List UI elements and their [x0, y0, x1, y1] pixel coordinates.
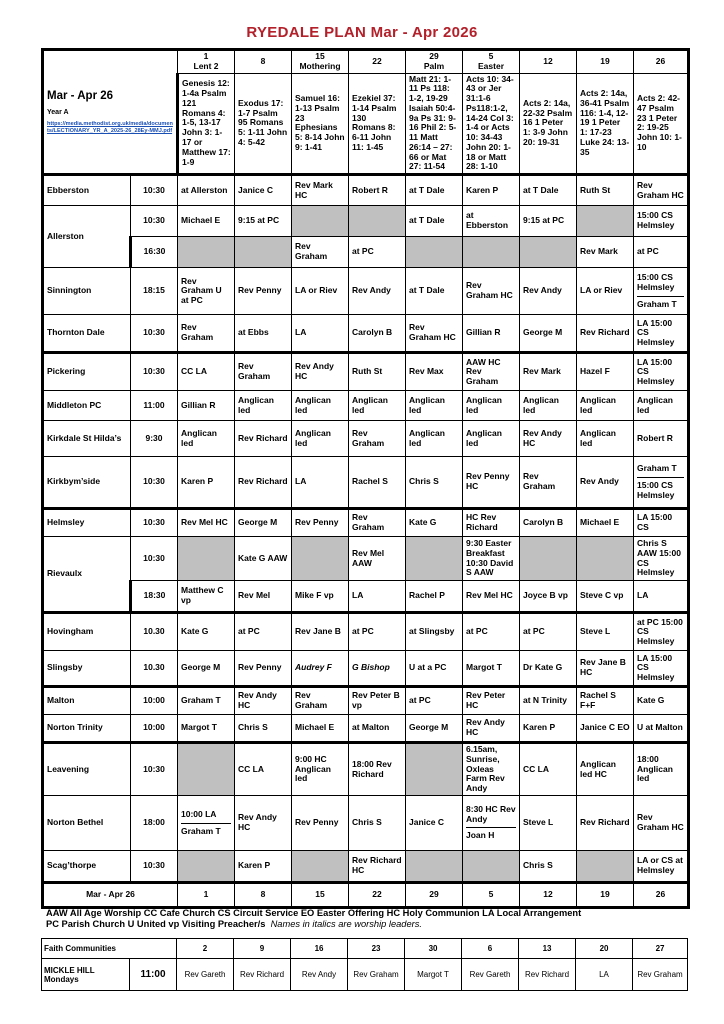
plan-cell-empty — [178, 743, 235, 796]
lectionary-cell: Acts 10: 34-43 or Jer 31:1-6 Ps118:1-2, 14-24 Col 3: 1-4 or Acts 10: 34-43 John 20: 1-18 or Matt 28: 1-10 — [463, 73, 520, 175]
faith-cell: Rev Graham — [633, 959, 688, 991]
service-time: 18:30 — [131, 581, 178, 613]
table-row — [43, 509, 689, 537]
plan-cell: Anglican led — [235, 391, 292, 421]
plan-cell: George M — [178, 651, 235, 687]
faith-date: 30 — [405, 939, 462, 959]
faith-date: 16 — [291, 939, 348, 959]
date-header: 26 — [634, 50, 689, 74]
plan-cell: Joyce B vp — [520, 581, 577, 613]
plan-cell: Rev Richard — [235, 457, 292, 509]
plan-cell: Rev Graham HC — [463, 268, 520, 315]
plan-cell: 9:15 at PC — [520, 206, 577, 237]
legend-line-2: PC Parish Church U United vp Visiting Preacher/s Names in italics are worship leaders. — [46, 919, 422, 930]
lectionary-cell: Acts 2: 42-47 Psalm 23 1 Peter 2: 19-25 John 10: 1-10 — [634, 73, 689, 175]
plan-cell: 18:00 Rev Richard — [349, 743, 406, 796]
service-time: 10.30 — [131, 651, 178, 687]
date-header: 22 — [349, 50, 406, 74]
plan-cell: Rev Richard — [235, 421, 292, 457]
plan-cell: Rev Graham — [349, 421, 406, 457]
abbreviation-legend — [46, 908, 686, 930]
faith-date: 23 — [348, 939, 405, 959]
plan-cell: at PC — [349, 237, 406, 268]
preaching-plan-table — [41, 48, 690, 909]
table-row — [43, 457, 689, 509]
plan-cell: LA 15:00 CS Helmsley — [634, 315, 689, 353]
plan-cell: CC LA — [178, 353, 235, 391]
plan-cell: Anglican led — [178, 421, 235, 457]
plan-cell: Ruth St — [577, 175, 634, 206]
plan-cell: Karen P — [235, 851, 292, 883]
plan-cell: Graham T — [178, 687, 235, 715]
plan-cell: Anglican led HC — [577, 743, 634, 796]
service-time: 10:30 — [131, 851, 178, 883]
plan-cell-empty — [463, 851, 520, 883]
chapel-name: Slingsby — [43, 651, 131, 687]
plan-cell: Rev Andy HC — [235, 796, 292, 851]
plan-cell-empty — [292, 851, 349, 883]
plan-cell-empty — [349, 206, 406, 237]
plan-cell: Anglican led — [634, 391, 689, 421]
plan-cell: Anglican led — [406, 421, 463, 457]
plan-cell: 9:00 HC Anglican led — [292, 743, 349, 796]
chapel-name: Pickering — [43, 353, 131, 391]
plan-cell: Michael E — [292, 715, 349, 743]
plan-cell: Rev Mark — [520, 353, 577, 391]
plan-cell: at PC 15:00 CS Helmsley — [634, 613, 689, 651]
plan-cell: at Ebbs — [235, 315, 292, 353]
plan-cell: 6.15am, Sunrise, Oxleas Farm Rev Andy — [463, 743, 520, 796]
footer-row — [43, 883, 689, 908]
plan-cell: Carolyn B — [349, 315, 406, 353]
plan-cell: Robert R — [349, 175, 406, 206]
table-row — [43, 237, 689, 268]
plan-cell: Rev Andy HC — [292, 353, 349, 391]
plan-cell: at PC — [406, 687, 463, 715]
plan-cell: at Malton — [349, 715, 406, 743]
plan-cell: Rev Jane B HC — [577, 651, 634, 687]
service-time: 10:30 — [131, 353, 178, 391]
plan-cell-line: Joan H — [466, 830, 495, 841]
service-time: 10:00 — [131, 687, 178, 715]
plan-cell: at PC — [520, 613, 577, 651]
plan-cell: Chris S — [349, 796, 406, 851]
plan-cell: Michael E — [577, 509, 634, 537]
plan-cell: Anglican led — [577, 391, 634, 421]
plan-cell: George M — [235, 509, 292, 537]
plan-cell: LA 15:00 CS — [634, 509, 689, 537]
plan-cell: at Allerston — [178, 175, 235, 206]
faith-date: 2 — [177, 939, 234, 959]
lectionary-link[interactable]: https://media.methodist.org.uk/media/documents/LECTIONARY_YR_A_2025-26_28Ey-MMJ.pdf — [47, 121, 173, 134]
plan-cell: Hazel F — [577, 353, 634, 391]
table-row — [43, 581, 689, 613]
plan-cell: at PC — [463, 613, 520, 651]
service-time: 18:00 — [131, 796, 178, 851]
plan-cell: Rev Graham HC — [634, 175, 689, 206]
plan-corner-cell — [43, 50, 178, 175]
plan-cell: LA — [349, 581, 406, 613]
date-header: 1 Lent 2 — [178, 50, 235, 74]
lectionary-cell: Genesis 12: 1-4a Psalm 121 Romans 4: 1-5, 13-17 John 3: 1-17 or Matthew 17: 1-9 — [178, 73, 235, 175]
footer-date: 5 — [463, 883, 520, 908]
plan-cell: 9:15 at PC — [235, 206, 292, 237]
plan-cell: LA or CS at Helmsley — [634, 851, 689, 883]
plan-cell: Rev Andy — [349, 268, 406, 315]
plan-cell: Rev Andy — [577, 457, 634, 509]
plan-cell: Margot T — [463, 651, 520, 687]
date-header: 29 Palm — [406, 50, 463, 74]
lectionary-cell: Ezekiel 37: 1-14 Psalm 130 Romans 8: 6-11 John 11: 1-45 — [349, 73, 406, 175]
service-time: 16:30 — [131, 237, 178, 268]
plan-cell: Ruth St — [349, 353, 406, 391]
faith-cell: LA — [576, 959, 633, 991]
plan-cell: Rev Peter HC — [463, 687, 520, 715]
table-row — [43, 315, 689, 353]
plan-cell: Rev Andy — [520, 268, 577, 315]
plan-cell-empty — [292, 206, 349, 237]
lectionary-cell: Acts 2: 14a, 22-32 Psalm 16 1 Peter 1: 3-9 John 20: 19-31 — [520, 73, 577, 175]
plan-cell-empty — [178, 851, 235, 883]
plan-cell-empty — [406, 743, 463, 796]
plan-cell: U at a PC — [406, 651, 463, 687]
plan-cell: Anglican led — [406, 391, 463, 421]
plan-cell: Chris S AAW 15:00 CS Helmsley — [634, 537, 689, 581]
faith-cell: Rev Andy — [291, 959, 348, 991]
chapel-name: Norton Trinity — [43, 715, 131, 743]
date-header: 15 Mothering — [292, 50, 349, 74]
faith-cell: Rev Richard — [234, 959, 291, 991]
table-row — [43, 613, 689, 651]
plan-cell: at PC — [235, 613, 292, 651]
plan-cell-empty — [577, 537, 634, 581]
plan-cell: Anglican led — [292, 421, 349, 457]
chapel-name: Malton — [43, 687, 131, 715]
plan-cell: Rev Richard HC — [349, 851, 406, 883]
legend-note: Names in italics are worship leaders. — [270, 919, 422, 930]
footer-date: 29 — [406, 883, 463, 908]
chapel-name: Helmsley — [43, 509, 131, 537]
faith-date: 13 — [519, 939, 576, 959]
chapel-name: Norton Bethel — [43, 796, 131, 851]
plan-cell: Janice C EO — [577, 715, 634, 743]
plan-cell: George M — [520, 315, 577, 353]
plan-cell: LA — [292, 315, 349, 353]
plan-cell: at Ebberston — [463, 206, 520, 237]
plan-cell: Rev Mel AAW — [349, 537, 406, 581]
plan-cell: Rev Penny HC — [463, 457, 520, 509]
plan-cell: Rev Graham — [235, 353, 292, 391]
corner-title: Mar - Apr 26 — [47, 89, 114, 102]
plan-cell: Steve C vp — [577, 581, 634, 613]
table-row — [43, 537, 689, 581]
plan-cell: Anglican led — [520, 391, 577, 421]
plan-cell: HC Rev Richard — [463, 509, 520, 537]
table-row — [43, 796, 689, 851]
plan-cell: at PC — [634, 237, 689, 268]
plan-cell: Robert R — [634, 421, 689, 457]
table-row — [43, 268, 689, 315]
plan-cell: Rev Penny — [292, 509, 349, 537]
footer-date: 1 — [178, 883, 235, 908]
plan-cell: LA or Riev — [292, 268, 349, 315]
plan-cell-line: 8:30 HC Rev Andy — [466, 803, 516, 824]
lectionary-cell: Matt 21: 1-11 Ps 118: 1-2, 19-29 Isaiah 50:4-9a Ps 31: 9-16 Phil 2: 5-11 Matt 26:14 – 27: 66 or Mat 27: 11-54 — [406, 73, 463, 175]
legend-line-1: AAW All Age Worship CC Cafe Church CS Circuit Service EO Easter Offering HC Holy Communion LA Local Arrangement — [46, 908, 582, 918]
faith-date: 9 — [234, 939, 291, 959]
plan-cell: Karen P — [178, 457, 235, 509]
chapel-name: Kirkdale St Hilda’s — [43, 421, 131, 457]
plan-cell: at T Dale — [406, 206, 463, 237]
plan-cell: Steve L — [577, 613, 634, 651]
plan-cell: 15:00 CS Helmsley — [634, 206, 689, 237]
plan-cell-empty — [577, 851, 634, 883]
service-time: 11:00 — [131, 391, 178, 421]
plan-cell: 9:30 Easter Breakfast 10:30 David S AAW — [463, 537, 520, 581]
plan-cell-empty — [406, 537, 463, 581]
plan-cell: Rev Graham HC — [634, 796, 689, 851]
faith-cell: Rev Gareth — [462, 959, 519, 991]
plan-cell: Karen P — [520, 715, 577, 743]
plan-cell: Rev Mark — [577, 237, 634, 268]
plan-cell: Audrey F — [292, 651, 349, 687]
plan-cell: Anglican led — [463, 391, 520, 421]
table-row — [43, 651, 689, 687]
plan-cell: 18:00 Anglican led — [634, 743, 689, 796]
service-time: 10:00 — [131, 715, 178, 743]
plan-cell: Gillian R — [178, 391, 235, 421]
plan-cell: LA — [292, 457, 349, 509]
table-row — [43, 391, 689, 421]
faith-date: 27 — [633, 939, 688, 959]
plan-cell: AAW HC Rev Graham — [463, 353, 520, 391]
chapel-name: Scag’thorpe — [43, 851, 131, 883]
plan-cell: Rev Mel HC — [178, 509, 235, 537]
plan-cell: Anglican led — [349, 391, 406, 421]
lectionary-cell: Samuel 16: 1-13 Psalm 23 Ephesians 5: 8-14 John 9: 1-41 — [292, 73, 349, 175]
plan-cell: Janice C — [235, 175, 292, 206]
plan-cell — [178, 796, 235, 851]
plan-cell: Rev Penny — [235, 268, 292, 315]
plan-cell: at PC — [349, 613, 406, 651]
plan-cell: Rev Mel — [235, 581, 292, 613]
plan-cell: Rachel P — [406, 581, 463, 613]
faith-cell: Rev Graham — [348, 959, 405, 991]
plan-cell: Rev Penny — [292, 796, 349, 851]
footer-date: 22 — [349, 883, 406, 908]
plan-cell: Carolyn B — [520, 509, 577, 537]
faith-cell: Rev Richard — [519, 959, 576, 991]
chapel-name: Sinnington — [43, 268, 131, 315]
plan-cell: G Bishop — [349, 651, 406, 687]
plan-cell: Rachel S — [349, 457, 406, 509]
plan-cell: Anglican led — [463, 421, 520, 457]
chapel-name: Thornton Dale — [43, 315, 131, 353]
plan-cell: Rev Richard — [577, 796, 634, 851]
footer-date: 8 — [235, 883, 292, 908]
plan-cell-empty — [406, 237, 463, 268]
service-time: 9:30 — [131, 421, 178, 457]
service-time: 10.30 — [131, 613, 178, 651]
table-row — [43, 175, 689, 206]
chapel-name: Kirkbym’side — [43, 457, 131, 509]
plan-cell: Rev Andy HC — [235, 687, 292, 715]
table-row — [43, 206, 689, 237]
corner-year: Year A — [47, 108, 69, 116]
table-row — [43, 851, 689, 883]
plan-cell: Rev Graham U at PC — [178, 268, 235, 315]
page-title: RYEDALE PLAN Mar - Apr 2026 — [246, 24, 478, 41]
plan-cell-line: 15:00 CS Helmsley — [637, 272, 675, 292]
plan-cell: LA 15:00 CS Helmsley — [634, 651, 689, 687]
service-time: 18:15 — [131, 268, 178, 315]
plan-cell: Chris S — [235, 715, 292, 743]
chapel-name: Ebberston — [43, 175, 131, 206]
plan-cell — [634, 457, 689, 509]
faith-communities-label: Faith Communities — [42, 939, 177, 959]
table-row — [43, 743, 689, 796]
plan-cell: Rev Graham — [349, 509, 406, 537]
plan-cell: Steve L — [520, 796, 577, 851]
plan-cell: Gillian R — [463, 315, 520, 353]
footer-date: 15 — [292, 883, 349, 908]
plan-cell: at T Dale — [406, 175, 463, 206]
plan-cell: CC LA — [520, 743, 577, 796]
plan-cell: LA 15:00 CS Helmsley — [634, 353, 689, 391]
plan-cell: Rev Andy HC — [463, 715, 520, 743]
plan-cell: Anglican led — [292, 391, 349, 421]
plan-cell: George M — [406, 715, 463, 743]
plan-cell: Chris S — [520, 851, 577, 883]
service-time: 10:30 — [131, 509, 178, 537]
footer-date: 19 — [577, 883, 634, 908]
faith-date: 6 — [462, 939, 519, 959]
plan-cell-empty — [577, 206, 634, 237]
faith-date: 20 — [576, 939, 633, 959]
plan-cell: Mike F vp — [292, 581, 349, 613]
chapel-name: Allerston — [43, 206, 131, 268]
chapel-name: Rievaulx — [43, 537, 131, 613]
plan-cell: Karen P — [463, 175, 520, 206]
footer-label: Mar - Apr 26 — [43, 883, 178, 908]
plan-cell: Margot T — [178, 715, 235, 743]
faith-time: 11:00 — [130, 959, 177, 991]
plan-cell: Rev Peter B vp — [349, 687, 406, 715]
date-header: 12 — [520, 50, 577, 74]
plan-cell-empty — [235, 237, 292, 268]
plan-cell: at N Trinity — [520, 687, 577, 715]
plan-cell-empty — [463, 237, 520, 268]
date-header: 5 Easter — [463, 50, 520, 74]
plan-cell: Rev Penny — [235, 651, 292, 687]
service-time: 10:30 — [131, 175, 178, 206]
faith-communities-table — [41, 938, 688, 991]
plan-cell: at Slingsby — [406, 613, 463, 651]
table-row — [43, 421, 689, 457]
plan-cell: Rev Graham — [292, 687, 349, 715]
plan-cell: Rev Andy HC — [520, 421, 577, 457]
chapel-name: Leavening — [43, 743, 131, 796]
plan-cell: Rev Mark HC — [292, 175, 349, 206]
service-time: 10:30 — [131, 537, 178, 581]
plan-cell: Michael E — [178, 206, 235, 237]
plan-cell: U at Malton — [634, 715, 689, 743]
plan-cell-line: 15:00 CS Helmsley — [637, 479, 675, 500]
plan-cell: LA — [634, 581, 689, 613]
plan-cell: Chris S — [406, 457, 463, 509]
faith-place: MICKLE HILL Mondays — [42, 959, 130, 991]
plan-cell-line: Graham T — [637, 463, 677, 474]
plan-cell: Rev Max — [406, 353, 463, 391]
plan-cell-line: Graham T — [181, 825, 221, 836]
plan-cell-empty — [520, 237, 577, 268]
plan-cell-empty — [520, 537, 577, 581]
faith-cell: Rev Gareth — [177, 959, 234, 991]
footer-date: 12 — [520, 883, 577, 908]
plan-cell-empty — [178, 537, 235, 581]
plan-cell: Kate G — [634, 687, 689, 715]
plan-cell: Rev Graham — [178, 315, 235, 353]
plan-cell: Rachel S F+F — [577, 687, 634, 715]
plan-cell: Kate G — [406, 509, 463, 537]
plan-cell: Dr Kate G — [520, 651, 577, 687]
chapel-name: Middleton PC — [43, 391, 131, 421]
plan-cell: LA or Riev — [577, 268, 634, 315]
plan-cell: CC LA — [235, 743, 292, 796]
plan-cell: Rev Graham — [520, 457, 577, 509]
plan-cell — [634, 268, 689, 315]
date-header: 19 — [577, 50, 634, 74]
plan-cell: Rev Richard — [577, 315, 634, 353]
table-row — [43, 687, 689, 715]
table-row — [43, 715, 689, 743]
footer-date: 26 — [634, 883, 689, 908]
plan-cell: Anglican led — [577, 421, 634, 457]
plan-cell-empty — [178, 237, 235, 268]
plan-cell: Rev Mel HC — [463, 581, 520, 613]
plan-cell: Kate G AAW — [235, 537, 292, 581]
plan-cell: at T Dale — [520, 175, 577, 206]
plan-cell — [463, 796, 520, 851]
service-time: 10:30 — [131, 315, 178, 353]
plan-cell: Kate G — [178, 613, 235, 651]
plan-cell: Matthew C vp — [178, 581, 235, 613]
plan-cell-empty — [292, 537, 349, 581]
date-header: 8 — [235, 50, 292, 74]
service-time: 10:30 — [131, 206, 178, 237]
chapel-name: Hovingham — [43, 613, 131, 651]
lectionary-cell: Acts 2: 14a, 36-41 Psalm 116: 1-4, 12-19 1 Peter 1: 17-23 Luke 24: 13-35 — [577, 73, 634, 175]
faith-cell: Margot T — [405, 959, 462, 991]
plan-cell-line: 10:00 LA — [181, 808, 217, 819]
plan-cell-line: Graham T — [637, 298, 677, 309]
lectionary-cell: Exodus 17: 1-7 Psalm 95 Romans 5: 1-11 John 4: 5-42 — [235, 73, 292, 175]
plan-cell: Rev Graham — [292, 237, 349, 268]
plan-cell: at T Dale — [406, 268, 463, 315]
plan-cell: Janice C — [406, 796, 463, 851]
service-time: 10:30 — [131, 457, 178, 509]
table-row — [43, 353, 689, 391]
plan-cell-empty — [406, 851, 463, 883]
plan-cell: Rev Graham HC — [406, 315, 463, 353]
plan-cell: Rev Jane B — [292, 613, 349, 651]
service-time: 10:30 — [131, 743, 178, 796]
